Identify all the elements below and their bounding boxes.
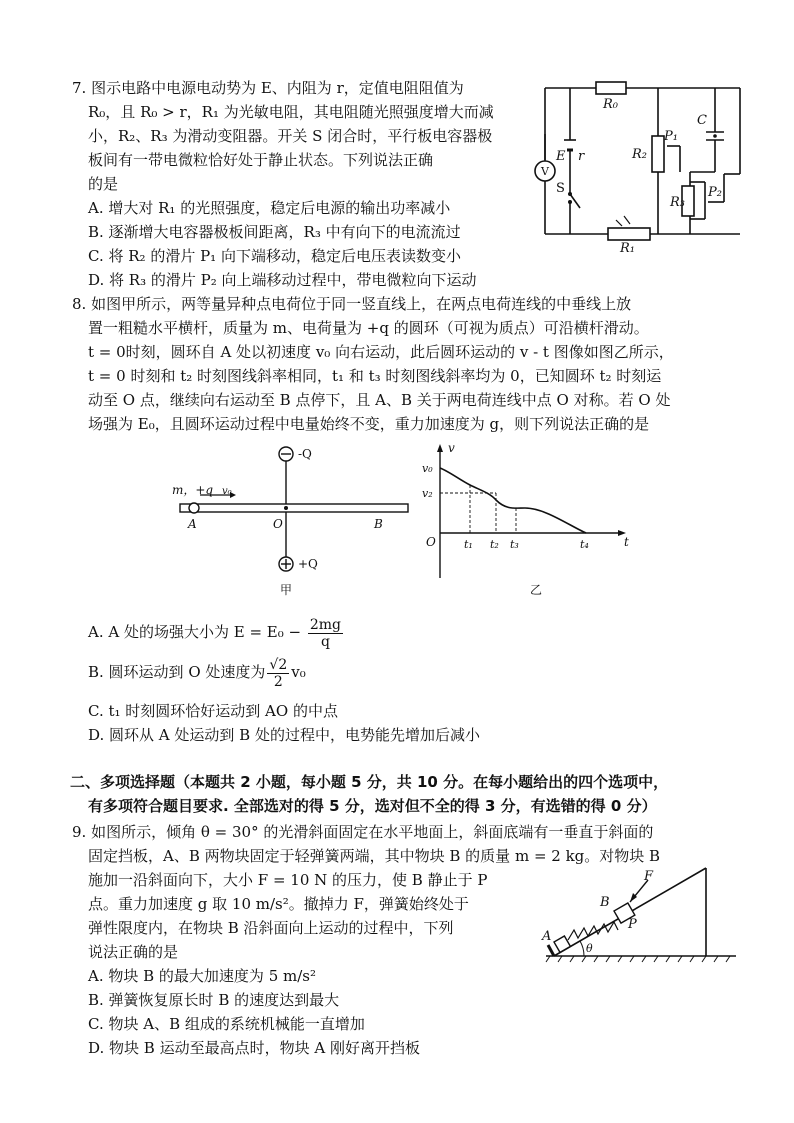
label-c: C [697, 113, 707, 128]
q9-option-a[interactable]: A. 物块 B 的最大加速度为 5 m/s² [88, 967, 316, 985]
label-r0: R₀ [603, 97, 618, 112]
label-plus-q: +Q [298, 557, 318, 571]
q9-option-c[interactable]: C. 物块 A、B 组成的系统机械能一直增加 [88, 1015, 365, 1033]
q7-line-5: 的是 [88, 175, 119, 193]
resistor-r0 [596, 82, 626, 94]
label-r3: R₃ [670, 195, 685, 210]
q9-option-b[interactable]: B. 弹簧恢复原长时 B 的速度达到最大 [88, 991, 340, 1009]
label-e: E [556, 149, 566, 164]
ring [189, 503, 199, 513]
figure-jia [160, 438, 420, 598]
q8-option-b[interactable] [88, 654, 306, 690]
q7-option-a[interactable]: A. 增大对 R₁ 的光照强度，稳定后电源的输出功率减小 [88, 199, 451, 217]
incline-diagram [540, 858, 740, 968]
q9-line-2: 固定挡板，A、B 两物块固定于轻弹簧两端，其中物块 B 的质量 m = 2 kg。对物块 B [88, 847, 661, 865]
photoresistor-r1 [608, 228, 650, 240]
q7-option-c[interactable]: C. 将 R₂ 的滑片 P₁ 向下端移动，稳定后电压表读数变小 [88, 247, 461, 265]
label-ring: m，+q [172, 483, 214, 497]
label-p1: P₁ [664, 129, 678, 144]
label-theta: θ [586, 942, 593, 955]
label-minus-q: -Q [298, 447, 312, 461]
q7-line-1: 7. 图示电路中电源电动势为 E、内阻为 r，定值电阻阻值为 [72, 79, 464, 97]
circuit-diagram [530, 74, 760, 254]
q7-option-d[interactable]: D. 将 R₃ 的滑片 P₂ 向上端移动过程中，带电微粒向下运动 [88, 271, 477, 289]
q9-line-4: 点。重力加速度 g 取 10 m/s²。撤掉力 F，弹簧始终处于 [88, 895, 469, 913]
q8-line-2: 置一粗糙水平横杆，质量为 m、电荷量为 +q 的圆环（可视为质点）可沿横杆滑动。 [88, 319, 649, 337]
label-v-axis: v [448, 441, 455, 455]
q9-line-3: 施加一沿斜面向下，大小 F = 10 N 的压力，使 B 静止于 P [88, 871, 488, 889]
figure-yi [420, 438, 640, 598]
label-v0: v₀ [422, 462, 433, 475]
horizontal-rod [180, 504, 408, 512]
label-v2: v₂ [422, 487, 433, 500]
label-v0-arrow: v₀ [222, 486, 232, 497]
q9-option-d[interactable]: D. 物块 B 运动至最高点时，物块 A 刚好离开挡板 [88, 1039, 420, 1057]
fraction-2mg-q: $\frac{2mg}{q}$ [309, 616, 342, 650]
label-a: A [542, 929, 552, 944]
section-2-heading-line2: 有多项符合题目要求. 全部选对的得 5 分，选对但不全的得 3 分，有选错的得 0 分） [88, 797, 657, 815]
label-origin: O [426, 535, 436, 549]
q9-line-6: 说法正确的是 [88, 943, 179, 961]
q8-option-a-text: A. A 处的场强大小为 E = E₀ − [88, 623, 302, 641]
label-r: r [578, 149, 585, 164]
label-t2: t₂ [490, 538, 499, 551]
q8-line-5: 动至 O 点，继续向右运动至 B 点停下，且 A、B 关于两电荷连线中点 O 对称。若 O 处 [88, 391, 671, 409]
section-2-heading-line1: 二、多项选择题（本题共 2 小题，每小题 5 分，共 10 分。在每小题给出的四个选项中， [70, 773, 669, 791]
fraction-sqrt2-2: $\frac{√2}{2}$ [269, 656, 288, 690]
q7-option-b[interactable]: B. 逐渐增大电容器极板间距离，R₃ 中有向下的电流流过 [88, 223, 461, 241]
label-a: A [188, 517, 197, 531]
q8-option-b-text: B. 圆环运动到 O 处速度为 [88, 663, 266, 681]
label-p: P [628, 917, 637, 932]
spring [568, 922, 618, 940]
label-r2: R₂ [632, 147, 647, 162]
label-v: V [541, 165, 549, 178]
label-b: B [374, 517, 383, 531]
q7-line-4: 板间有一带电微粒恰好处于静止状态。下列说法正确 [88, 151, 434, 169]
q8-option-a[interactable] [88, 614, 345, 650]
label-f: F [644, 869, 654, 884]
q8-option-b-v0: v₀ [291, 663, 306, 681]
caption-yi: 乙 [530, 583, 543, 597]
q7-line-3: 小，R₂、R₃ 为滑动变阻器。开关 S 闭合时，平行板电容器极 [88, 127, 493, 145]
label-t4: t₄ [580, 538, 589, 551]
label-p2: P₂ [708, 185, 722, 200]
label-s: S [556, 181, 565, 196]
label-t-axis: t [624, 535, 629, 549]
resistor-r2 [652, 136, 664, 172]
label-t1: t₁ [464, 538, 473, 551]
q9-line-5: 弹性限度内，在物块 B 沿斜面向上运动的过程中，下列 [88, 919, 454, 937]
block-a [554, 936, 570, 952]
label-o: O [273, 517, 283, 531]
q7-line-2: R₀，且 R₀ > r，R₁ 为光敏电阻，其电阻随光照强度增大而减 [88, 103, 494, 121]
q8-option-d[interactable]: D. 圆环从 A 处运动到 B 处的过程中，电势能先增加后减小 [88, 726, 480, 744]
q9-line-1: 9. 如图所示，倾角 θ = 30° 的光滑斜面固定在水平地面上，斜面底端有一垂直于斜面的 [72, 823, 654, 841]
label-r1: R₁ [620, 241, 635, 254]
q8-line-6: 场强为 E₀，且圆环运动过程中电量始终不变，重力加速度为 g，则下列说法正确的是 [88, 415, 650, 433]
vt-curve [440, 468, 586, 533]
q8-line-1: 8. 如图甲所示，两等量异种点电荷位于同一竖直线上，在两点电荷连线的中垂线上放 [72, 295, 632, 313]
caption-jia: 甲 [280, 583, 293, 597]
label-t3: t₃ [510, 538, 519, 551]
q8-option-c[interactable]: C. t₁ 时刻圆环恰好运动到 AO 的中点 [88, 702, 338, 720]
label-b: B [600, 895, 610, 910]
q8-line-3: t = 0时刻，圆环自 A 处以初速度 v₀ 向右运动，此后圆环运动的 v - t 图像如图乙所示， [88, 343, 674, 361]
q8-line-4: t = 0 时刻和 t₂ 时刻图线斜率相同，t₁ 和 t₃ 时刻图线斜率均为 0，已知圆环 t₂ 时刻运 [88, 367, 662, 385]
